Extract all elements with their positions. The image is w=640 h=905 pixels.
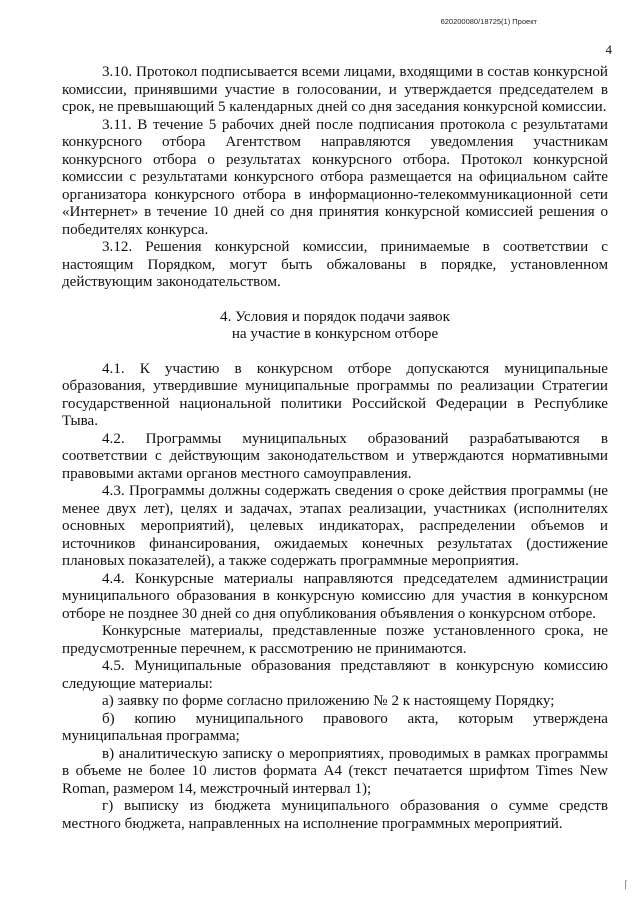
paragraph-4-4: 4.4. Конкурсные материалы направляются председателем администрации муниципального образования в конкурсную комиссию для участия в конкурсном отборе не позднее 30 дней со дня опубликования объявления о конкурсном отборе. (62, 570, 608, 622)
list-item-v: в) аналитическую записку о мероприятиях, проводимых в рамках программы в объеме не более 10 листов формата А4 (текст печатается шрифтом Times New Roman, размером 14, межстрочный интервал 1); (62, 745, 608, 797)
page-number: 4 (605, 42, 612, 57)
list-item-g: г) выписку из бюджета муниципального образования о сумме средств местного бюджета, направленных на исполнение программных мероприятий. (62, 798, 608, 832)
section-title (62, 309, 608, 344)
paragraph-4-5: 4.5. Муниципальные образования представляют в конкурсную комиссию следующие материалы: (62, 658, 608, 692)
document-body (62, 64, 608, 833)
paragraph-4-3: 4.3. Программы должны содержать сведения о сроке действия программы (не менее двух лет), целях и задачах, этапах реализации, участниках (исполнителях основных мероприятий), целевых индикаторах, распределении объемов и источников финансирования, ожидаемых конечных результатах (достижение плановых показателей), а также содержать программные мероприятия. (62, 483, 608, 569)
scan-corner-mark: ⌈ (624, 880, 628, 891)
paragraph-3-12: 3.12. Решения конкурсной комиссии, принимаемые в соответствии с настоящим Порядком, могут быть обжалованы в порядке, установленном действующим законодательством. (62, 239, 608, 290)
list-item-a: а) заявку по форме согласно приложению № 2 к настоящему Порядку; (102, 693, 555, 709)
section-title-line-1: 4. Условия и порядок подачи заявок (220, 308, 450, 325)
paragraph-3-10: 3.10. Протокол подписывается всеми лицами, входящими в состав конкурсной комиссии, принявшими участие в голосовании, и утверждается председателем в срок, не превышающий 5 календарных дней со дня заседания конкурсной комиссии. (62, 64, 608, 115)
paragraph-4-1: 4.1. К участию в конкурсном отборе допускаются муниципальные образования, утвердившие муниципальные программы по реализации Стратегии государственной национальной политики Российской Федерации в Республике Тыва. (62, 360, 608, 429)
list-item-b: б) копию муниципального правового акта, которым утверждена муниципальная программа; (62, 710, 608, 744)
paragraph-4-2: 4.2. Программы муниципальных образований разрабатываются в соответствии с действующим законодательством и утверждаются нормативными правовыми актами органов местного самоуправления. (62, 430, 608, 482)
section-title-line-2: на участие в конкурсном отборе (231, 326, 439, 342)
paragraph-4-4-note: Конкурсные материалы, представленные позже установленного срока, не предусмотренные перечнем, к рассмотрению не принимаются. (62, 623, 608, 657)
document-id: 620200080/18725(1) Проект (440, 17, 537, 26)
paragraph-3-11: 3.11. В течение 5 рабочих дней после подписания протокола с результатами конкурсного отбора Агентством направляются уведомления участникам конкурсного отбора о результатах конкурсного отбора. Протокол конкурсной комиссии с результатами конкурсного отбора размещается на официальном сайте организатора конкурсного отбора в информационно-телекоммуникационной сети «Интернет» в течение 10 дней со дня принятия конкурсной комиссией решения о победителях конкурса. (62, 116, 608, 238)
